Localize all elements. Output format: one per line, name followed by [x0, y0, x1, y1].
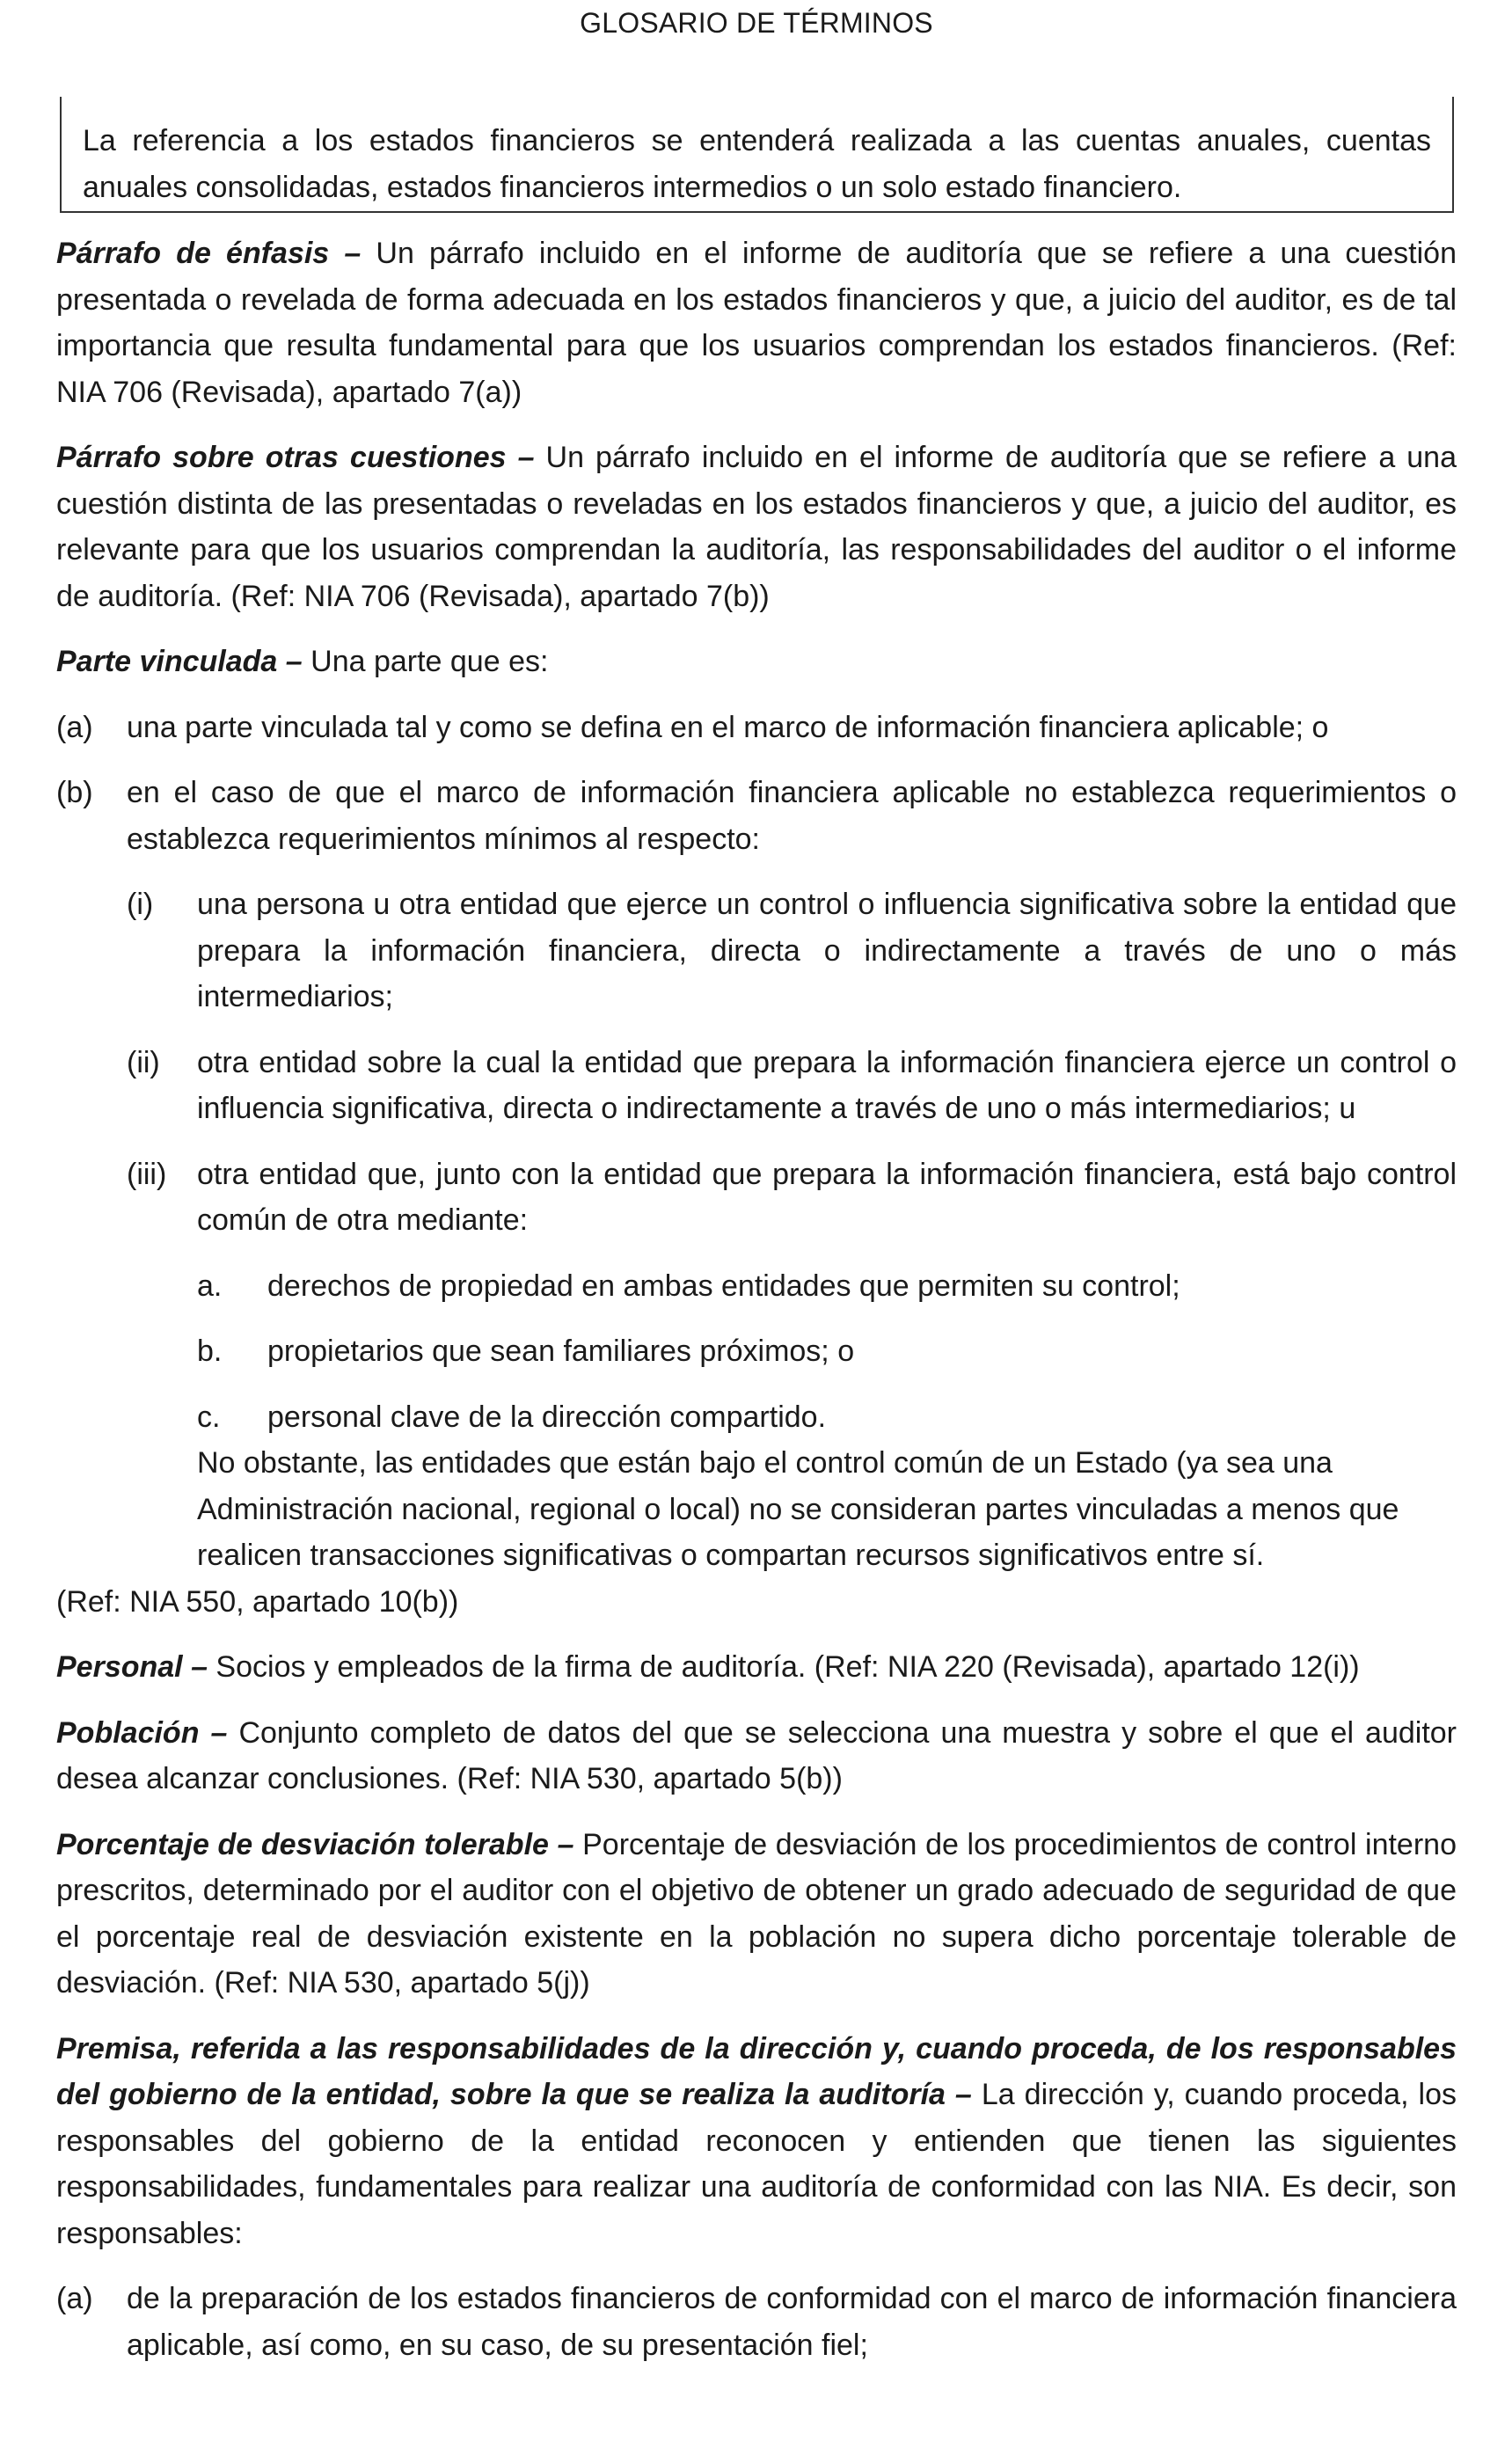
- entry-parte-vinculada: [56, 639, 1457, 685]
- term-title: Porcentaje de desviación tolerable –: [56, 1827, 574, 1861]
- list-label: (a): [56, 710, 93, 744]
- list-label: a.: [197, 1269, 223, 1303]
- boxed-note: [60, 97, 1454, 213]
- entry-personal: [56, 1644, 1457, 1691]
- list-item: [56, 705, 1457, 751]
- list-text: otra entidad sobre la cual la entidad que prepara la información financiera ejerce un control o influencia significativa, directa o indirectamente a través de uno o más intermediarios; u: [197, 1045, 1457, 1125]
- term-title: Parte vinculada –: [56, 645, 303, 678]
- term-title: Población –: [56, 1715, 228, 1750]
- glossary-content: [56, 230, 1457, 2387]
- list-item: [127, 1040, 1457, 1132]
- list-item: [127, 881, 1457, 1020]
- term-title: Párrafo de énfasis –: [56, 237, 362, 270]
- entry-parrafo-enfasis: [56, 230, 1457, 415]
- list-label: b.: [197, 1334, 223, 1368]
- list-label: (b): [56, 776, 93, 809]
- list-label: c.: [197, 1400, 221, 1434]
- term-definition: Conjunto completo de datos del que se selecciona una muestra y sobre el que el auditor desea alcanzar conclusiones. (Ref: NIA 530, apartado 5(b)): [56, 1715, 1457, 1795]
- term-definition: Socios y empleados de la firma de auditoría. (Ref: NIA 220 (Revisada), apartado 12(i)): [207, 1650, 1360, 1684]
- list-label: (i): [127, 888, 154, 921]
- term-title: Premisa, referida a las responsabilidades de la dirección y, cuando proceda, de los responsables del gobierno de la entidad, sobre la que se realiza la auditoría –: [56, 2031, 1457, 2111]
- list-label: (a): [56, 2282, 93, 2315]
- list-text: personal clave de la dirección compartido.: [267, 1400, 827, 1434]
- term-definition: La dirección y, cuando proceda, los responsables del gobierno de la entidad reconocen y entienden que tienen las siguientes responsabilidades, fundamentales para realizar una auditoría de conformidad con las NIA. Es decir, son responsables:: [56, 2078, 1457, 2250]
- document-page: [56, 0, 1457, 2362]
- entry-premisa: [56, 2026, 1457, 2257]
- term-definition: Porcentaje de desviación de los procedimientos de control interno prescritos, determinado por el auditor con el objetivo de obtener un grado adecuado de seguridad de que el porcentaje real de desviación existente en la población no supera dicho porcentaje tolerable de desviación. (Ref: NIA 530, apartado 5(j)): [56, 1827, 1457, 2000]
- list-text: en el caso de que el marco de información financiera aplicable no establezca requerimientos o establezca requerimientos mínimos al respecto:: [127, 776, 1457, 856]
- list-label: (ii): [127, 1045, 160, 1079]
- reference-text: (Ref: NIA 550, apartado 10(b)): [56, 1584, 459, 1619]
- list-text: de la preparación de los estados financieros de conformidad con el marco de información financiera aplicable, así como, en su caso, de su presentación fiel;: [127, 2282, 1457, 2362]
- term-definition: Un párrafo incluido en el informe de auditoría que se refiere a una cuestión distinta de las presentadas o reveladas en los estados financieros y que, a juicio del auditor, es relevante para que los usuarios comprendan la auditoría, las responsabilidades del auditor o el informe de auditoría. (Ref: NIA 706 (Revisada), apartado 7(b)): [56, 441, 1457, 613]
- list-label: (iii): [127, 1157, 167, 1191]
- list-text: una parte vinculada tal y como se defina en el marco de información financiera aplicable; o: [127, 710, 1329, 744]
- page-header: GLOSARIO DE TÉRMINOS: [580, 7, 933, 39]
- term-title: Párrafo sobre otras cuestiones –: [56, 441, 535, 474]
- entry-porcentaje-desviacion: [56, 1822, 1457, 2007]
- list-text: propietarios que sean familiares próximos; o: [267, 1334, 855, 1368]
- list-text: otra entidad que, junto con la entidad que prepara la información financiera, está bajo control común de otra mediante:: [197, 1157, 1457, 1237]
- list-item: [197, 1328, 1457, 1375]
- term-definition: Una parte que es:: [302, 645, 549, 678]
- list-item: [197, 1394, 1457, 1441]
- list-item: [127, 1152, 1457, 1244]
- list-text: una persona u otra entidad que ejerce un control o influencia significativa sobre la entidad que prepara la información financiera, directa o indirectamente a través de uno o más intermediarios;: [197, 888, 1457, 1013]
- list-item: [56, 770, 1457, 862]
- entry-parrafo-otras-cuestiones: [56, 435, 1457, 619]
- list-item: [197, 1263, 1457, 1310]
- term-definition: Un párrafo incluido en el informe de auditoría que se refiere a una cuestión presentada o revelada de forma adecuada en los estados financieros y que, a juicio del auditor, es de tal importancia que resulta fundamental para que los usuarios comprendan los estados financieros. (Ref: NIA 706 (Revisada), apartado 7(a)): [56, 237, 1457, 409]
- list-text: derechos de propiedad en ambas entidades que permiten su control;: [267, 1269, 1180, 1303]
- boxed-note-text: La referencia a los estados financieros se entenderá realizada a las cuentas anuales, cuentas anuales consolidadas, estados financieros intermedios o un solo estado financiero.: [83, 124, 1431, 204]
- list-item: [56, 2276, 1457, 2368]
- note-paragraph: No obstante, las entidades que están bajo el control común de un Estado (ya sea una Administración nacional, regional o local) no se consideran partes vinculadas a menos que realicen transacciones significativas o compartan recursos significativos entre sí.: [197, 1446, 1399, 1572]
- entry-poblacion: [56, 1710, 1457, 1802]
- term-title: Personal –: [56, 1650, 208, 1684]
